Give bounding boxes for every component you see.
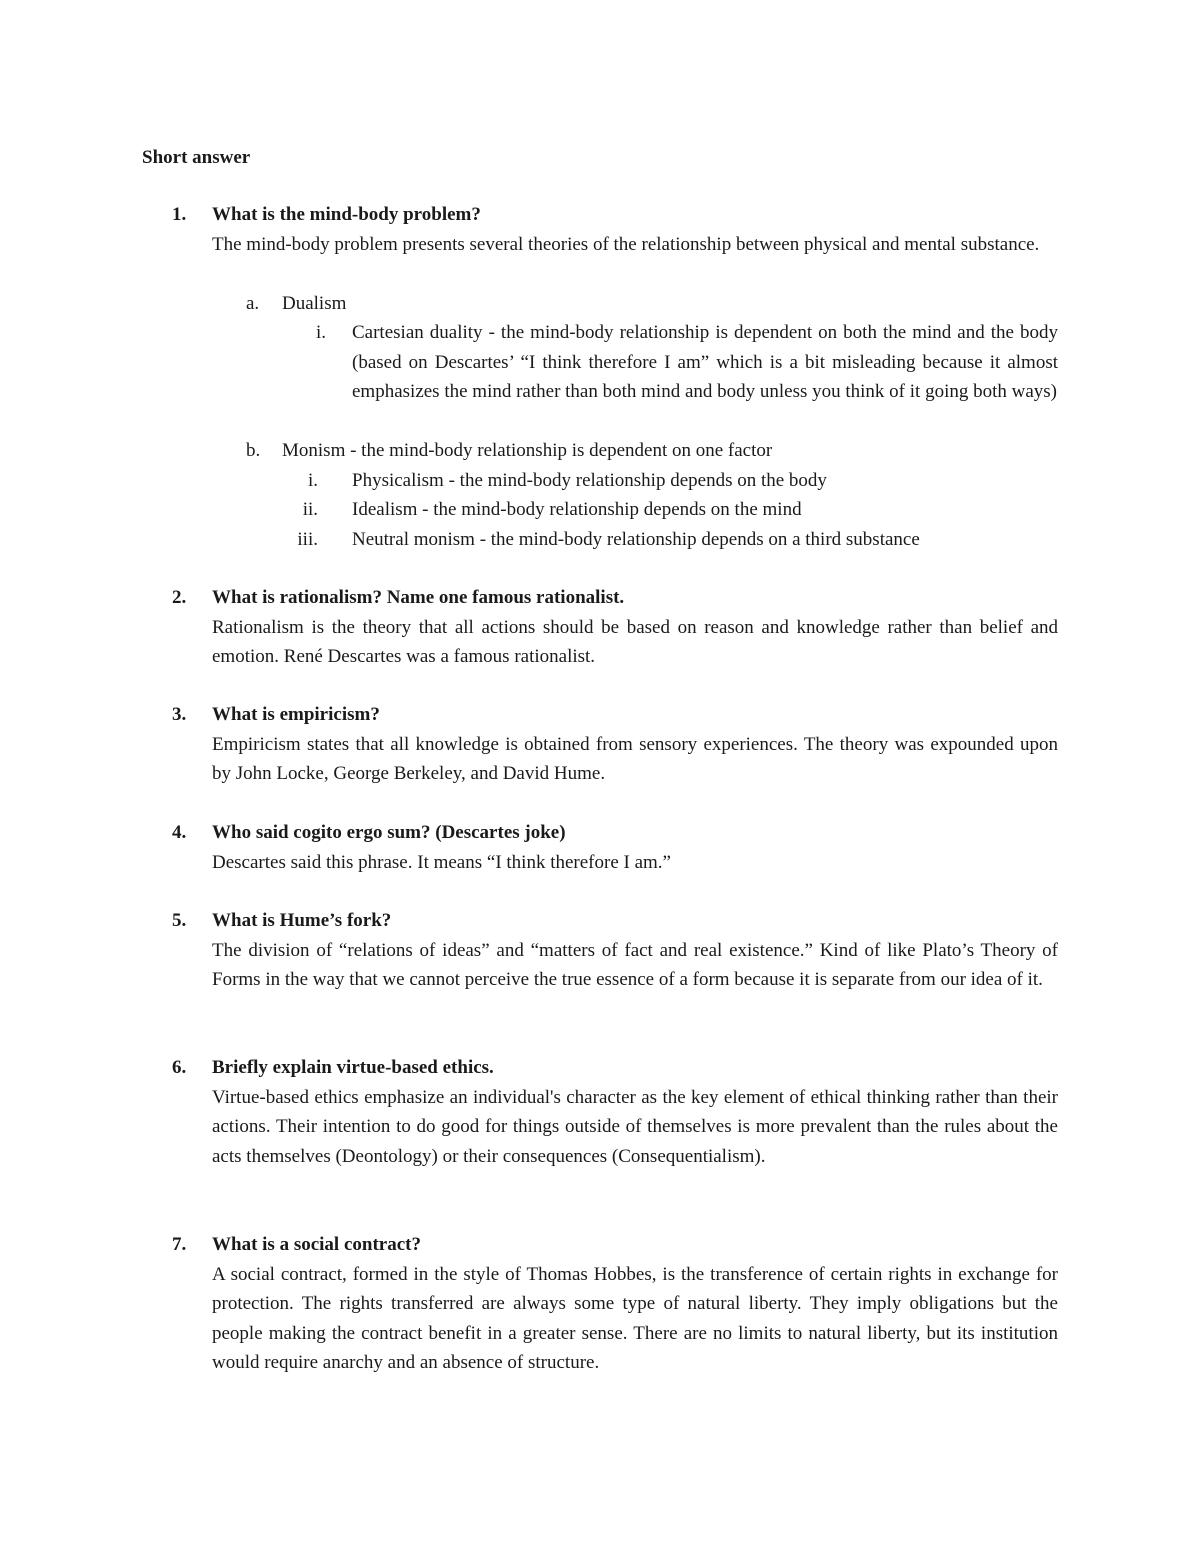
answer-text: A social contract, formed in the style of Thomas Hobbes, is the transference of certain rights in exchange for protection. The rights transferred are always some type of natural liberty. They imply obligations but the people making the contract benefit in a greater sense. There are no limits to natural liberty, but its institution would require anarchy and an absence of structure. — [212, 1263, 1058, 1373]
list-item-text: Idealism - the mind-body relationship depends on the mind — [352, 499, 802, 520]
list-item-text: Physicalism - the mind-body relationship depends on the body — [352, 469, 827, 491]
question-number: 7. — [172, 1234, 187, 1255]
answer-text: Rationalism is the theory that all actions should be based on reason and knowledge rather than belief and emotion. René Descartes was a famous rationalist. — [212, 616, 1058, 667]
answer-text: Descartes said this phrase. It means “I think therefore I am.” — [212, 851, 671, 873]
answer-text: Virtue-based ethics emphasize an individual's character as the key element of ethical thinking rather than their actions. Their intention to do good for things outside of themselves is more prevalent than the rules about the acts themselves (Deontology) or their consequences (Consequentialism). — [212, 1086, 1058, 1167]
question-title: Briefly explain virtue-based ethics. — [212, 1057, 494, 1078]
question-title: What is a social contract? — [212, 1234, 421, 1255]
question-number: 1. — [172, 204, 187, 225]
question-number: 2. — [172, 587, 187, 608]
list-item-text: Cartesian duality - the mind-body relationship is dependent on both the mind and the body (based on Descartes’ “I think therefore I am” which is a bit misleading because it almost emphasizes the mind rather than both mind and body unless you think of it going both ways) — [352, 322, 1058, 402]
answer-text: Empiricism states that all knowledge is obtained from sensory experiences. The theory was expounded upon by John Locke, George Berkeley, and David Hume. — [212, 733, 1058, 784]
answer-text: The mind-body problem presents several theories of the relationship between physical and mental substance. — [212, 233, 1040, 255]
list-marker: iii. — [297, 528, 318, 550]
list-marker: i. — [315, 322, 326, 343]
list-item-text: Monism - the mind-body relationship is dependent on one factor — [282, 440, 773, 461]
section-heading: Short answer — [142, 147, 251, 168]
question-number: 5. — [172, 910, 187, 931]
question-number: 6. — [172, 1057, 187, 1078]
list-marker: ii. — [302, 499, 318, 520]
question-title: What is Hume’s fork? — [212, 910, 392, 931]
list-marker: b. — [246, 440, 261, 461]
list-item-text: Dualism — [282, 292, 347, 314]
question-title: Who said cogito ergo sum? (Descartes joke) — [212, 822, 566, 843]
question-title: What is the mind-body problem? — [212, 204, 481, 225]
question-title: What is rationalism? Name one famous rationalist. — [212, 587, 625, 608]
answer-text: The division of “relations of ideas” and “matters of fact and real existence.” Kind of like Plato’s Theory of Forms in the way that we cannot perceive the true essence of a form because it is separate from our idea of it. — [212, 939, 1058, 990]
question-title: What is empiricism? — [212, 704, 380, 725]
list-marker: a. — [246, 292, 260, 314]
list-marker: i. — [307, 469, 318, 491]
list-item-text: Neutral monism - the mind-body relationship depends on a third substance — [352, 528, 920, 550]
question-number: 4. — [172, 822, 187, 843]
question-number: 3. — [172, 704, 187, 725]
